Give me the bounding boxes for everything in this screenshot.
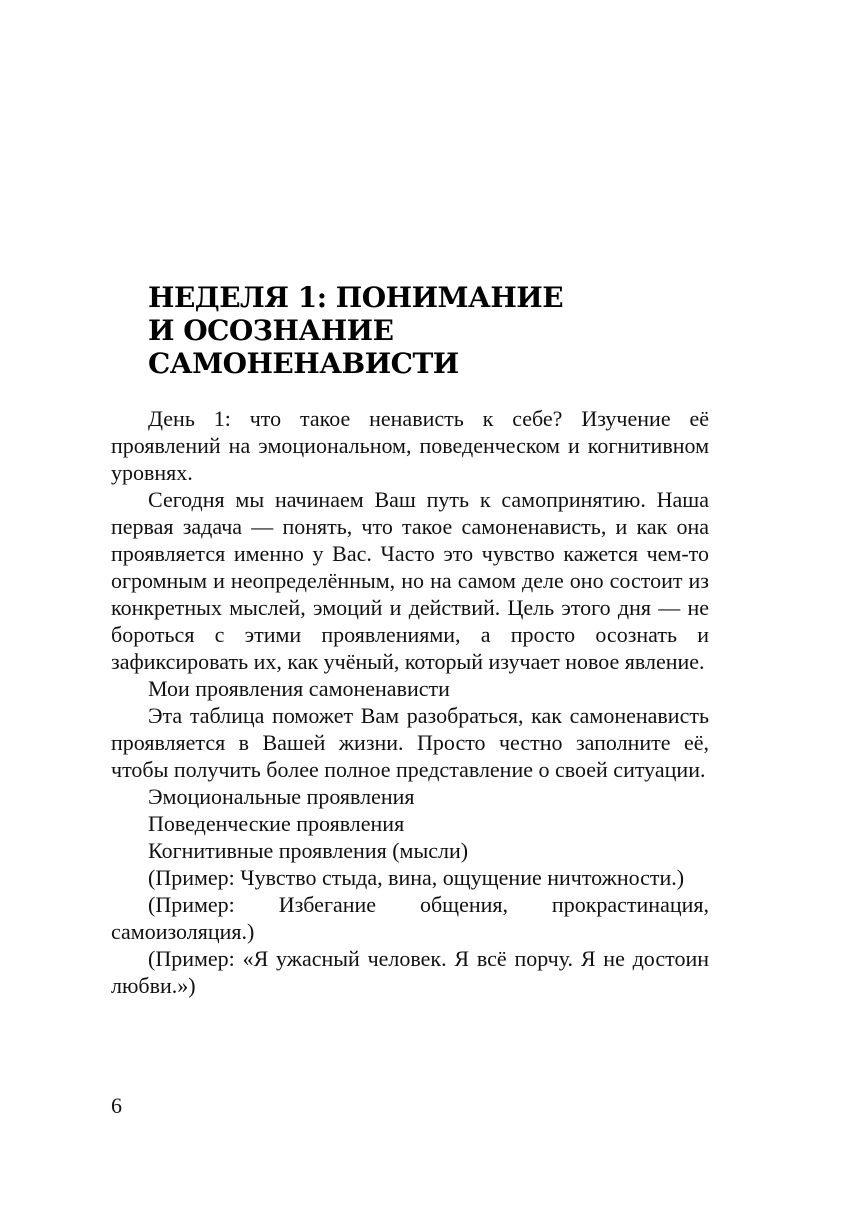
paragraph-intro: Сегодня мы начинаем Ваш путь к самопринятию. Наша первая задача — понять, что такое самоненависть, и как она проявляется именно у Вас. Часто это чувство кажется чем-то огромным и неопределённым, но на самом деле оно состоит из конкретных мыслей, эмоций и действий. Цель этого дня — не бороться с этими проявлениями, а просто осознать и зафиксировать их, как учёный, который изучает новое явление. [111, 487, 709, 674]
paragraph-behavioral-header: Поведенческие проявления [148, 811, 405, 836]
paragraph-cognitive-example: (Пример: «Я ужасный человек. Я всё порчу. Я не достоин любви.») [111, 946, 709, 998]
page-number: 6 [111, 1093, 122, 1118]
paragraph-emotional-header: Эмоциональные проявления [148, 784, 415, 809]
paragraph-behavioral-example: (Пример: Избегание общения, прокрастинация, самоизоляция.) [111, 892, 709, 944]
body-text [111, 405, 709, 999]
chapter-heading-line-1: НЕДЕЛЯ 1: ПОНИМАНИЕ [148, 281, 564, 314]
paragraph-cognitive-header: Когнитивные проявления (мысли) [148, 838, 469, 863]
chapter-heading-line-2: И ОСОЗНАНИЕ [148, 314, 394, 347]
chapter-heading [148, 281, 768, 380]
paragraph-table-title: Мои проявления самоненависти [148, 676, 450, 701]
paragraph-emotional-example: (Пример: Чувство стыда, вина, ощущение ничтожности.) [148, 865, 685, 890]
chapter-heading-line-3: САМОНЕНАВИСТИ [148, 347, 459, 380]
paragraph-table-description: Эта таблица поможет Вам разобраться, как самоненависть проявляется в Вашей жизни. Просто честно заполните её, чтобы получить более полное представление о своей ситуации. [111, 703, 709, 782]
paragraph-day-title: День 1: что такое ненависть к себе? Изучение её проявлений на эмоциональном, поведенческом и когнитивном уровнях. [111, 406, 709, 485]
